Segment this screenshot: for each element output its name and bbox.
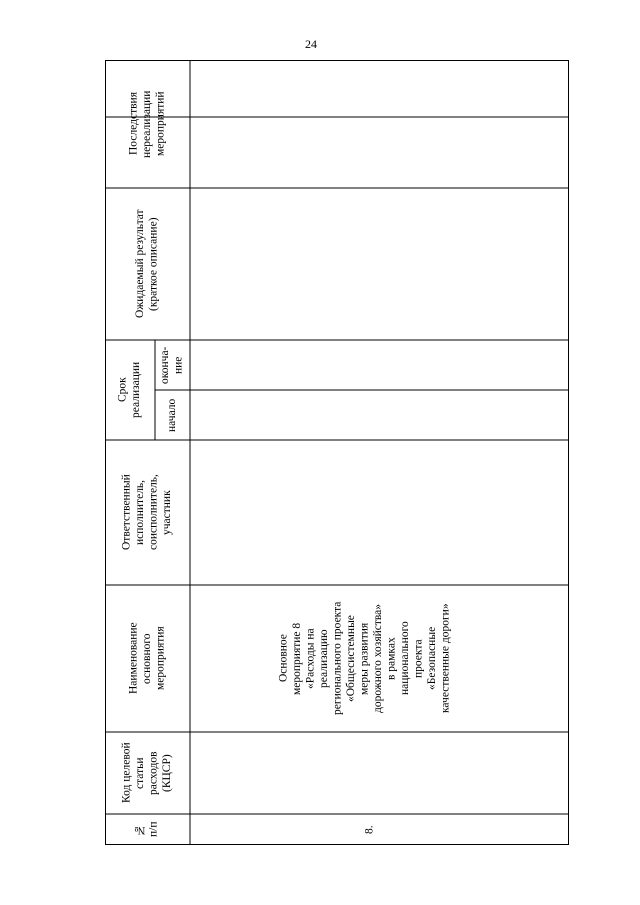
cell-row-number: 8.	[363, 825, 376, 834]
header-row-number: № п/п	[134, 821, 160, 838]
header-term-end: оконча- ние	[159, 346, 185, 384]
cell-expected-result	[190, 188, 569, 340]
header-budget-code: Код целевой статьи расходов (КЦСР)	[120, 742, 173, 804]
header-consequences: Последствия нереализации мероприятий	[127, 90, 167, 158]
cell-responsible	[190, 440, 569, 585]
cell-measure-name: Основное мероприятие 8 «Расходы на реализацию регионального проекта «Общесистемные меры развития дорожного хозяйства» в рамках национального проекта «Безопасные качественные дороги»	[277, 601, 452, 716]
page-number: 24	[305, 37, 317, 51]
header-term: Срок реализации	[116, 361, 142, 419]
cell-term-start	[190, 390, 569, 440]
cell-budget-code	[190, 732, 569, 814]
header-measure-name: Наименование основного мероприятия	[127, 622, 167, 695]
header-expected-result: Ожидаемый результат (краткое описание)	[134, 209, 160, 319]
cell-term-end	[190, 340, 569, 390]
header-term-start: начало	[165, 398, 178, 432]
cell-consequences	[190, 60, 569, 188]
measures-table	[105, 60, 569, 845]
header-responsible: Ответственный исполнитель, соисполнитель, участник	[120, 474, 173, 551]
